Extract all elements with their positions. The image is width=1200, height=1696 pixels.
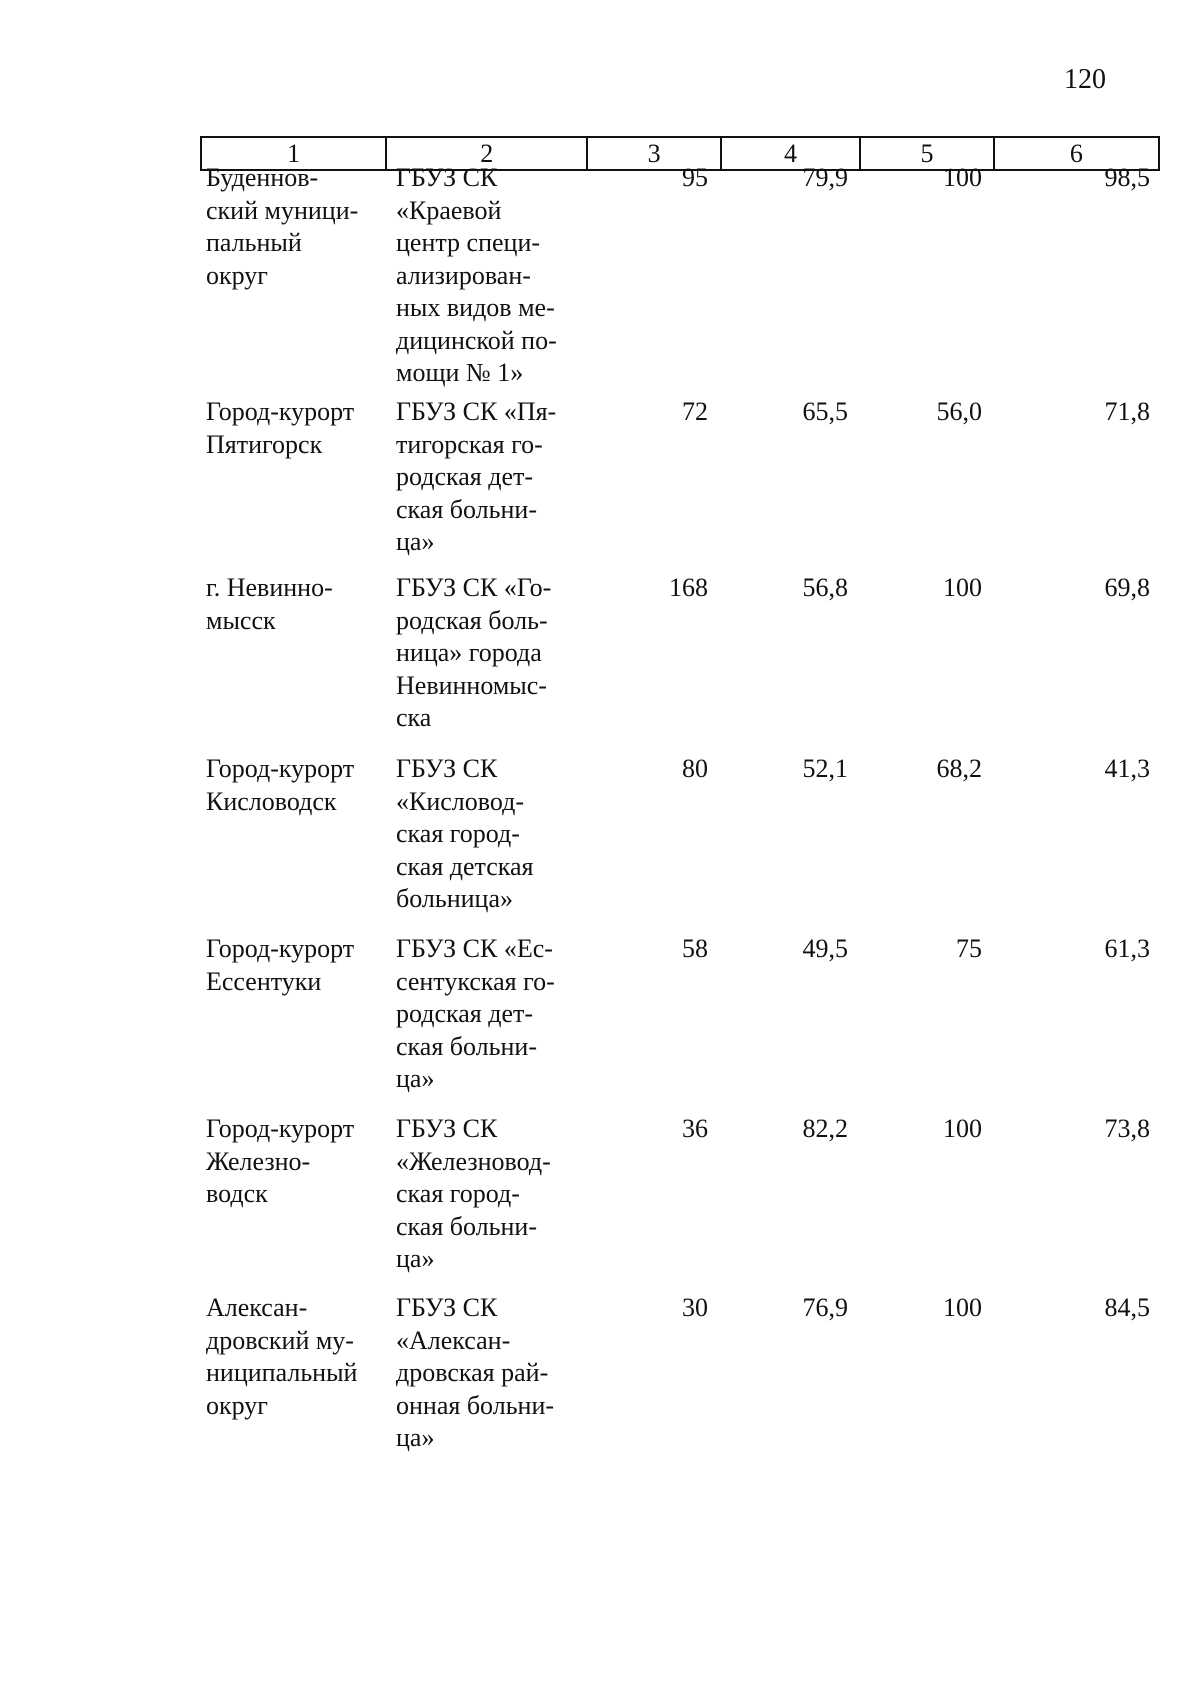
institution-cell-line: «Краевой (396, 195, 502, 225)
table-row (200, 162, 1160, 390)
institution-cell-line: родская дет- (396, 462, 534, 491)
territory-cell-line: Город-курорт (206, 1114, 355, 1143)
territory-cell-line: Город-курорт (206, 754, 355, 783)
institution-cell (386, 162, 588, 390)
institution-cell-line: ская больни- (396, 1031, 537, 1061)
value-cell-col6: 61,3 (1104, 934, 1150, 963)
institution-cell-line: дицинской по- (396, 325, 557, 355)
territory-cell-line: Кисловодск (206, 786, 337, 816)
institution-cell-line: онная больни- (396, 1390, 555, 1420)
value-cell-col3: 58 (682, 934, 708, 963)
institution-cell-line: ская больни- (396, 1211, 537, 1241)
value-cell-col4: 56,8 (802, 573, 848, 602)
value-cell-col5: 75 (956, 934, 982, 963)
institution-cell-line: ца» (396, 1423, 435, 1452)
institution-cell-line: родская боль- (396, 605, 548, 635)
institution-cell-line: сентукская го- (396, 966, 555, 996)
territory-cell (200, 1292, 386, 1455)
institution-cell (386, 753, 588, 916)
territory-cell-line: водск (206, 1179, 268, 1208)
page-number: 120 (1064, 64, 1106, 95)
table-row (200, 933, 1160, 1096)
institution-cell (386, 1292, 588, 1455)
institution-cell-line: ГБУЗ СК «Ес- (396, 934, 553, 963)
institution-cell-line: «Кисловод- (396, 786, 525, 816)
institution-cell-line: тигорская го- (396, 429, 543, 459)
value-cell-col6: 84,5 (1104, 1293, 1150, 1322)
value-cell-col6: 71,8 (1104, 397, 1150, 426)
institution-cell-line: ГБУЗ СК «Пя- (396, 397, 557, 426)
column-header-6: 6 (1069, 139, 1083, 168)
territory-cell-line: Город-курорт (206, 934, 355, 963)
institution-cell-line: ГБУЗ СК (396, 163, 498, 192)
institution-cell-line: ГБУЗ СК (396, 1114, 498, 1143)
territory-cell (200, 1113, 386, 1276)
institution-cell-line: ская детская (396, 851, 534, 881)
value-cell-col4: 79,9 (802, 163, 848, 192)
table-row (200, 753, 1160, 916)
territory-cell-line: Алексан- (206, 1293, 308, 1322)
institution-cell-line: мощи № 1» (396, 358, 524, 387)
territory-cell (200, 933, 386, 1096)
institution-cell-line: ных видов ме- (396, 293, 555, 322)
institution-cell-line: ска (396, 703, 432, 732)
institution-cell (386, 396, 588, 559)
value-cell-col6: 98,5 (1104, 163, 1150, 192)
territory-cell-line: Город-курорт (206, 397, 355, 426)
territory-cell-line: пальный (206, 228, 302, 257)
value-cell-col3: 72 (682, 397, 708, 426)
institution-cell-line: ца» (396, 1064, 435, 1093)
territory-cell-line: г. Невинно- (206, 573, 333, 602)
territory-cell-line: Железно- (206, 1146, 311, 1176)
institution-cell-line: центр специ- (396, 228, 541, 257)
value-cell-col5: 56,0 (936, 397, 982, 426)
institution-cell (386, 933, 588, 1096)
value-cell-col5: 100 (943, 1293, 982, 1322)
value-cell-col6: 69,8 (1104, 573, 1150, 602)
institution-cell-line: ализирован- (396, 260, 531, 290)
institution-cell-line: ца» (396, 1244, 435, 1273)
institution-cell-line: «Железновод- (396, 1146, 551, 1176)
institution-cell-line: ница» города (396, 638, 542, 667)
column-header-1: 1 (202, 138, 387, 169)
territory-cell-line: Ессентуки (206, 966, 322, 996)
institution-cell-line: ГБУЗ СК (396, 754, 498, 783)
value-cell-col3: 30 (682, 1293, 708, 1322)
territory-cell (200, 572, 386, 735)
value-cell-col3: 168 (669, 573, 708, 602)
territory-cell (200, 753, 386, 916)
territory-cell-line: Пятигорск (206, 429, 323, 459)
institution-cell-line: ГБУЗ СК «Го- (396, 573, 552, 602)
institution-cell-line: дровская рай- (396, 1358, 549, 1387)
value-cell-col4: 49,5 (802, 934, 848, 963)
value-cell-col3: 80 (682, 754, 708, 783)
column-header-4: 4 (722, 138, 861, 169)
institution-cell (386, 572, 588, 735)
data-table (200, 136, 1160, 1452)
value-cell-col4: 76,9 (802, 1293, 848, 1322)
column-header-2: 2 (387, 138, 588, 169)
value-cell-col5: 100 (943, 163, 982, 192)
institution-cell-line: ца» (396, 527, 435, 556)
territory-cell-line: ниципальный (206, 1358, 358, 1387)
institution-cell-line: родская дет- (396, 999, 534, 1028)
institution-cell-line: ская город- (396, 1179, 520, 1208)
value-cell-col4: 82,2 (802, 1114, 848, 1143)
table-row (200, 572, 1160, 735)
value-cell-col4: 52,1 (802, 754, 848, 783)
value-cell-col3: 36 (682, 1114, 708, 1143)
territory-cell-line: ский муници- (206, 195, 359, 225)
table-row (200, 1292, 1160, 1455)
institution-cell-line: больница» (396, 884, 513, 913)
territory-cell-line: округ (206, 260, 268, 290)
value-cell-col6: 41,3 (1104, 754, 1150, 783)
institution-cell-line: Невинномыс- (396, 670, 547, 700)
value-cell-col6: 73,8 (1104, 1114, 1150, 1143)
column-header-3: 3 (588, 138, 721, 169)
table-row (200, 396, 1160, 559)
institution-cell-line: «Алексан- (396, 1325, 511, 1355)
territory-cell-line: округ (206, 1390, 268, 1420)
institution-cell (386, 1113, 588, 1276)
institution-cell-line: ская город- (396, 819, 520, 848)
institution-cell-line: ская больни- (396, 494, 537, 524)
value-cell-col5: 100 (943, 573, 982, 602)
value-cell-col5: 100 (943, 1114, 982, 1143)
territory-cell (200, 396, 386, 559)
value-cell-col4: 65,5 (802, 397, 848, 426)
institution-cell-line: ГБУЗ СК (396, 1293, 498, 1322)
territory-cell-line: дровский му- (206, 1325, 354, 1355)
territory-cell-line: Буденнов- (206, 163, 319, 192)
territory-cell-line: мысск (206, 605, 276, 635)
column-header-5: 5 (861, 138, 994, 169)
table-row (200, 1113, 1160, 1276)
value-cell-col5: 68,2 (936, 754, 982, 783)
territory-cell (200, 162, 386, 390)
value-cell-col3: 95 (682, 163, 708, 192)
